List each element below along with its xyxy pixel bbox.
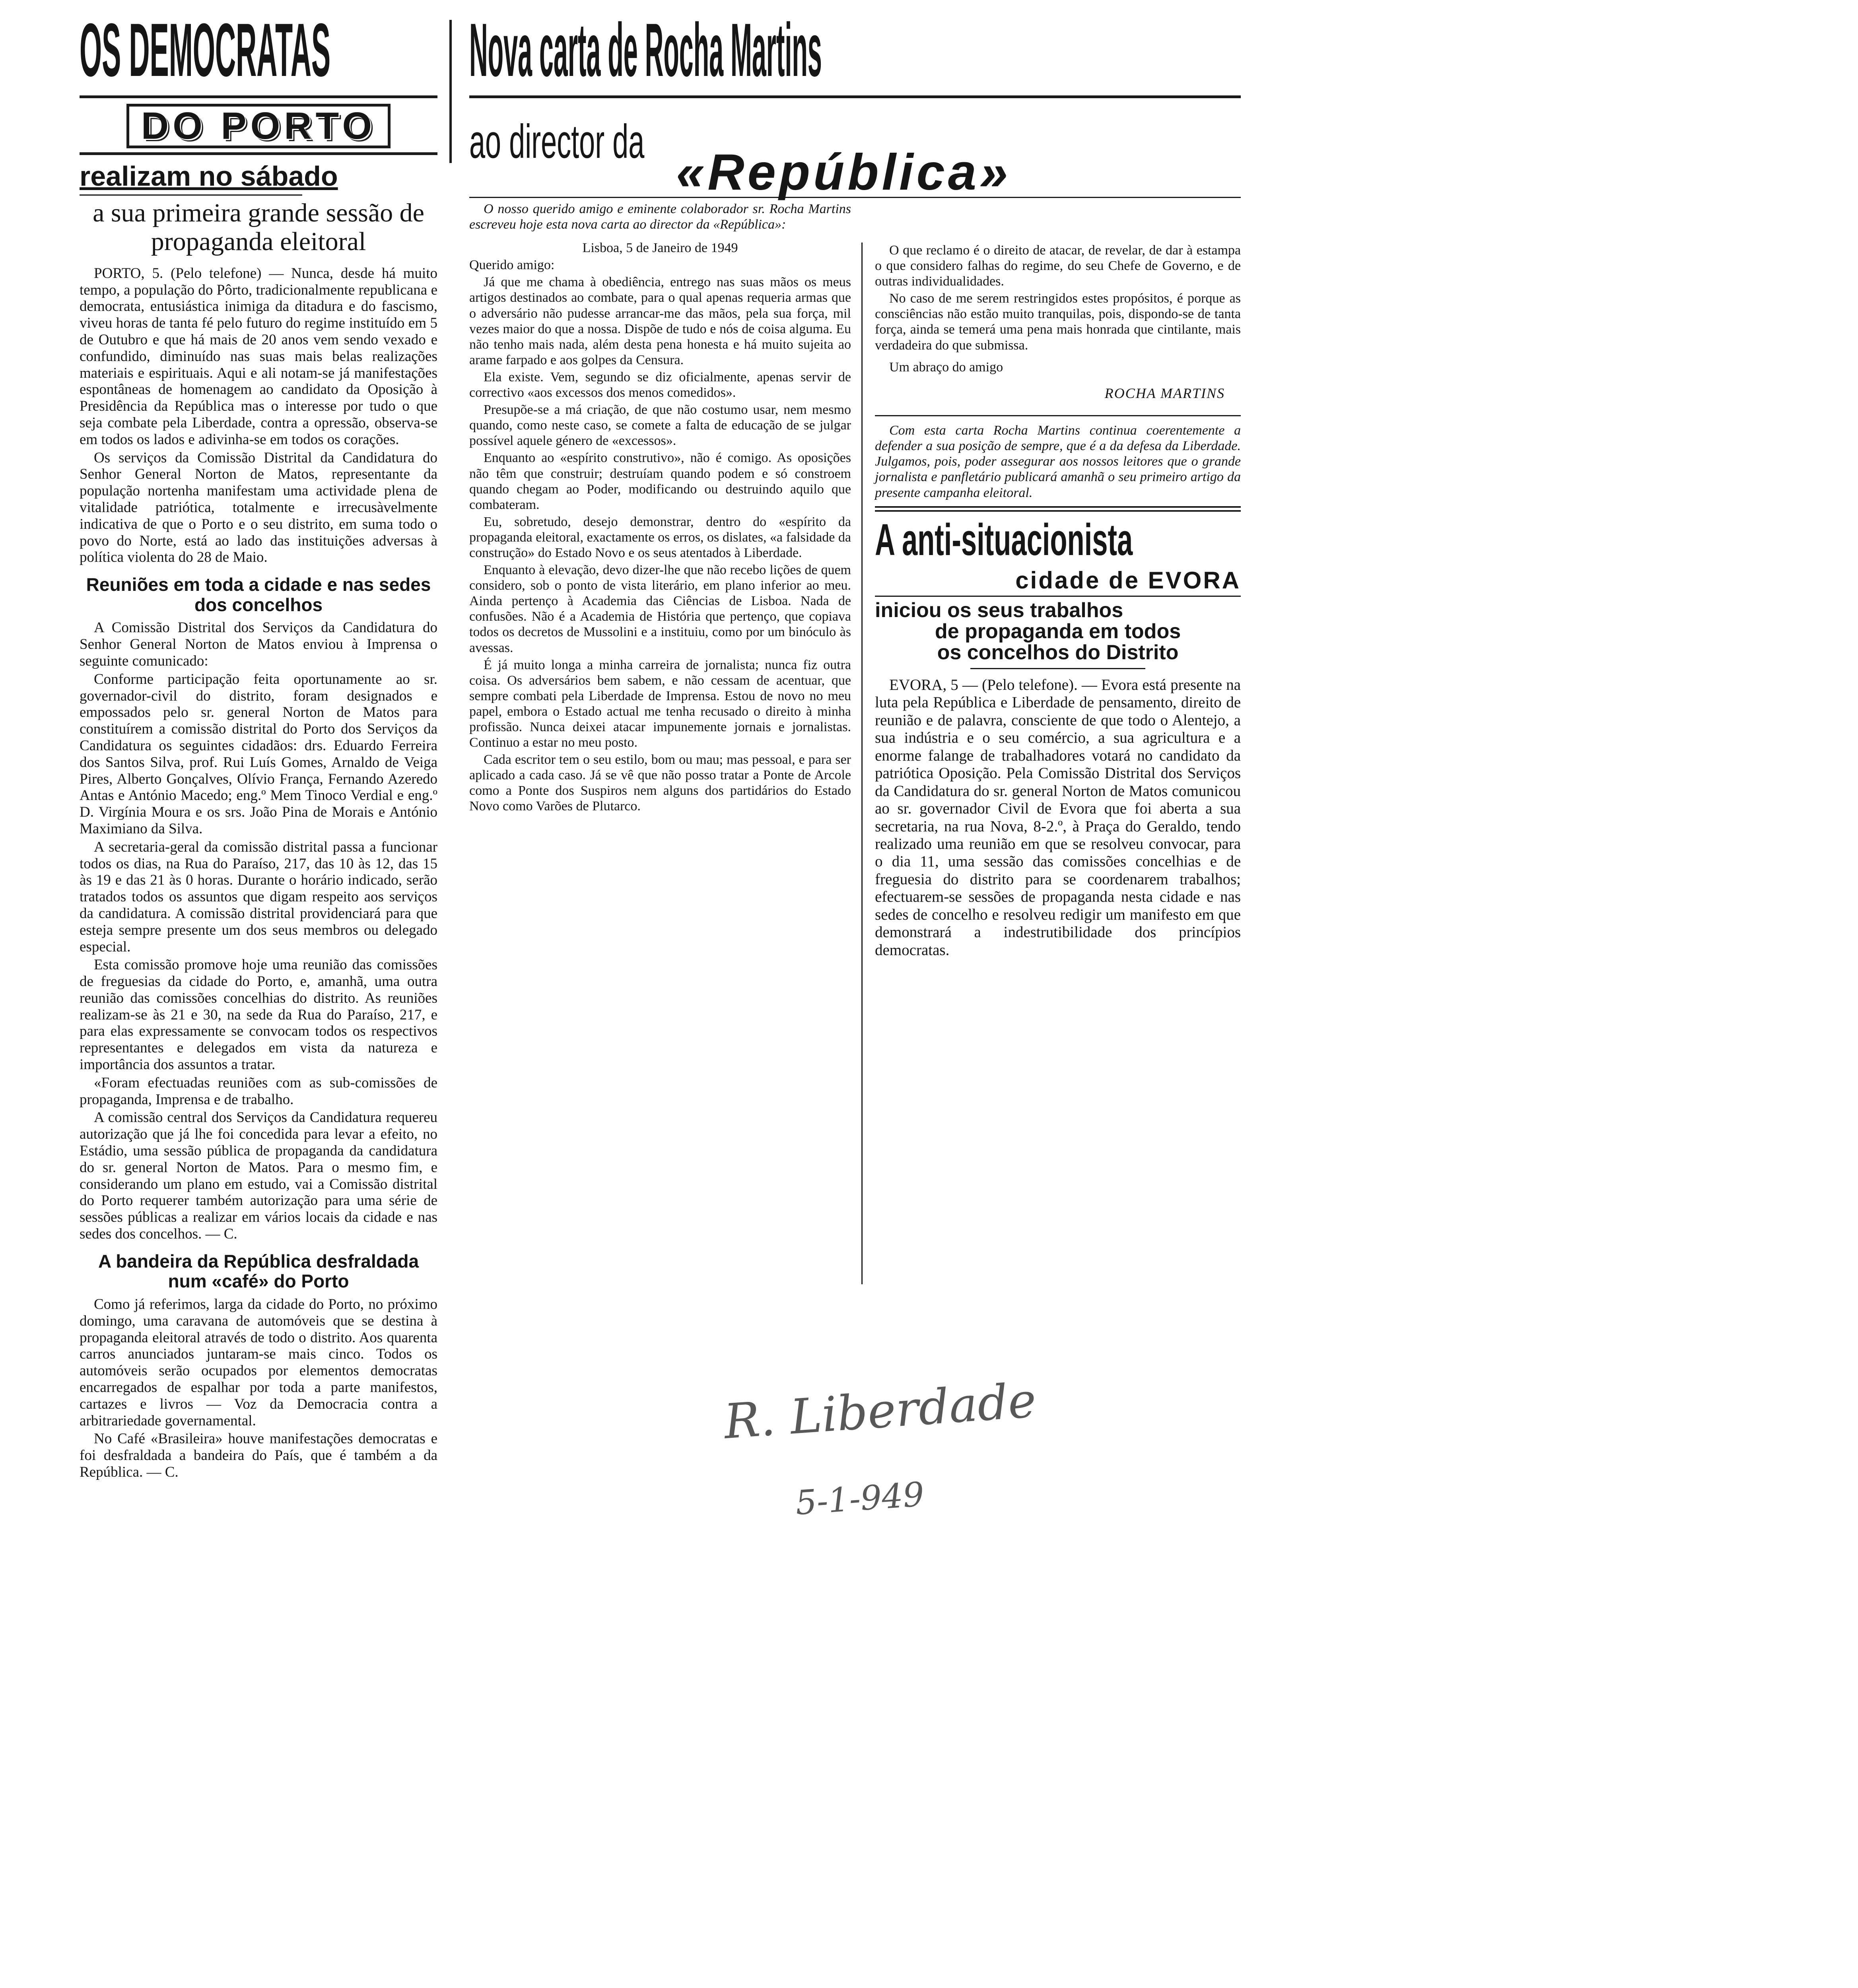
letter-paragraph: Enquanto à elevação, devo dizer-lhe que não recebo lições de quem considero, sob o ponto de vista literário, em plano inferior ao meu. Ainda pertenço à Academia das Ciências de Lisboa. Nada de confusões. Não é a Academia de História que pertenço, que copiava todos os decretos de Mussolini e a instituiu, como por um binóculo às avessas. — [469, 563, 851, 655]
section-rule — [875, 506, 1241, 512]
article-paragraph: A comissão central dos Serviços da Candidatura requereu autorização que já lhe foi concedida para levar a efeito, no Estádio, uma sessão pública de propaganda da candidatura do sr. general Norton de Matos. Para o mesmo fim, e considerando um plano em estudo, vai a Comissão distrital do Porto requerer também autorização para uma série de sessões públicas a realizar em vários locais da cidade e nas sedes dos concelhos. — C. — [80, 1109, 437, 1242]
handwritten-date-note: 5-1-949 — [794, 1474, 926, 1523]
letter-paragraph: Cada escritor tem o seu estilo, bom ou mau; mas pessoal, e para ser aplicado a cada caso. Já se vê que não posso tratar a Ponte de Arcole como a Ponte dos Suspiros nem alguns dos partidários do Estado Novo como Varões de Plutarco. — [469, 752, 851, 814]
handwritten-source-note: R. Liberdade — [722, 1373, 1038, 1450]
letter-paragraph: É já muito longa a minha carreira de jornalista; nunca fiz outra coisa. Os adversários bem sabem, e não cessam de acentuar, que sempre combati pela Liberdade de Imprensa. Estou de novo no meu papel, embora o Estado actual me tenha recusado o direito à minha profissão. Nunca deixei atacar impunemente jornais e jornalistas. Continuo a estar no meu posto. — [469, 657, 851, 750]
right-column — [875, 243, 1241, 961]
article-paragraph: Conforme participação feita oportunamente ao sr. governador-civil do distrito, foram designados e empossados pelo sr. general Norton de Matos para constituírem a comissão distrital do Porto dos Serviços da Candidatura os seguintes cidadãos: drs. Eduardo Ferreira dos Santos Silva, prof. Rui Luís Gomes, Arnaldo de Veiga Pires, Alberto Gonçalves, Olívio França, Fernando Azeredo Antas e António Macedo; eng.º Mem Tinoco Verdial e eng.º D. Virgínia Moura e os srs. João Pina de Morais e António Maximiano da Silva. — [80, 671, 437, 837]
letter-signature: ROCHA MARTINS — [1104, 385, 1225, 401]
letter-dateline: Lisboa, 5 de Janeiro de 1949 — [582, 241, 738, 256]
subhead-bandeira: A bandeira da República desfraldada num «café» do Porto — [98, 1250, 419, 1292]
sub-prefix: ao director da — [469, 115, 645, 168]
column-divider — [449, 20, 452, 163]
republica-nameplate: «República» — [676, 144, 1011, 201]
letter-paragraph: Presupõe-se a má criação, de que não costumo usar, nem mesmo quando, como neste caso, se comete a falta de educação de se julgar possível aquele género de «excessos». — [469, 402, 851, 448]
evora-deck-1: iniciou os seus trabalhos — [875, 598, 1123, 622]
democratas-headline: OS DEMOCRATAS — [80, 8, 331, 92]
headline-rule — [469, 95, 1241, 98]
letter-paragraph: Já que me chama à obediência, entrego nas suas mãos os meus artigos destinados ao combate, para o qual apenas requeria armas que o adversário não pudesse arrancar-me das mãos, pela sua força, mil vezes maior do que a nossa. Dispõe de tudo e nós de coisa alguma. Eu não tenho mais nada, além desta pena honesta e há muito sujeita ao arame farpado e aos golpes da Censura. — [469, 275, 851, 367]
letter-salutation: Querido amigo: — [469, 258, 555, 273]
left-column — [80, 8, 437, 1482]
letter-paragraph: O que reclamo é o direito de atacar, de revelar, de dar à estampa o que considero falhas do regime, do seu Chefe de Governo, e de outras individualidades. — [875, 243, 1241, 289]
evora-article — [875, 676, 1241, 959]
evora-headline-rule — [875, 596, 1241, 597]
column-divider — [861, 243, 863, 1284]
sub-headline — [469, 114, 1011, 201]
evora-headline-line2: cidade de EVORA — [1015, 567, 1241, 594]
evora-deck-2: de propaganda em todos — [935, 619, 1181, 643]
evora-deck-3: os concelhos do Distrito — [937, 641, 1179, 664]
do-porto-badge: DO PORTO — [126, 104, 391, 148]
editor-note: Com esta carta Rocha Martins continua coerentemente a defender a sua posição de sempre, que é a da defesa da Liberdade. Julgamos, pois, poder assegurar aos nossos leitores que o grande jornalista e panfletário publicará amanhã o seu primeiro artigo da presente campanha eleitoral. — [875, 423, 1241, 500]
headline-rule — [80, 95, 437, 98]
letter-paragraph: Ela existe. Vem, segundo se diz oficialmente, apenas servir de correctivo «aos excessos dos menos comedidos». — [469, 369, 851, 400]
rocha-letter — [469, 201, 851, 814]
kicker-rule — [80, 194, 302, 196]
letter-paragraph: Enquanto ao «espírito construtivo», não é comigo. As oposições não têm que construir; destruíam quando podem e só constroem quando chegam ao Poder, modificando ou destruindo aquilo que combateram. — [469, 450, 851, 512]
article-paragraph: «Foram efectuadas reuniões com as sub-comissões de propaganda, Imprensa e de trabalho. — [80, 1074, 437, 1108]
article-paragraph: A Comissão Distrital dos Serviços da Candidatura do Senhor General Norton de Matos enviou à Imprensa o seguinte comunicado: — [80, 619, 437, 669]
article-paragraph: Os serviços da Comissão Distrital da Candidatura do Senhor General Norton de Matos, representante da população nortenha manifestam uma actividade plena de vitalidade patriótica, totalmente e irrecusàvelmente indicativa de que o Porto e o seu distrito, em suma todo o povo do Norte, está ao lado das instituições adversas à política violenta do 28 de Maio. — [80, 449, 437, 566]
badge-rule — [80, 152, 437, 155]
porto-deck: a sua primeira grande sessão de propaganda eleitoral — [93, 198, 424, 256]
article-paragraph: PORTO, 5. (Pelo telefone) — Nunca, desde há muito tempo, a população do Pôrto, tradicionalmente republicana e democrata, entusiástica inimiga da ditadura e do fascismo, viveu horas de tanta fé pelo futuro do regime instituído em 5 de Outubro e que há mais de 20 anos vem sendo vexado e confundido, diminuído nas suas mais belas realizações materiais e espirituais. Aqui e ali notam-se já manifestações espontâneas de homenagem ao candidato da Oposição à Presidência da República mas o interesse por tudo o que seja combate pela Liberdade, contra a opressão, observa-se em todos os lados e adivinha-se em todos os corações. — [80, 265, 437, 448]
evora-headline: A anti-situacionista — [875, 514, 1133, 565]
article-paragraph: EVORA, 5 — (Pelo telefone). — Evora está presente na luta pela República e Liberdade de pensamento, direito de reunião e de palavra, consciente de que todo o Alentejo, a sua indústria e o seu comércio, a sua agricultura e a enorme falange de trabalhadores votará no candidato da patriótica Oposição. Pela Comissão Distrital dos Serviços da Candidatura do sr. general Norton de Matos comunicou ao sr. governador Civil de Evora que foi aberta a sua secretaria, na rua Nova, 8-2.º, à Praça do Geraldo, tendo realizado uma reunião em que se resolveu convocar, para o dia 11, uma sessão das comissões concelhias e de freguesia do distrito para se coordenarem trabalhos; efectuarem-se sessões de propaganda nesta cidade e nas sedes de concelho e resolveu redigir um manifesto em que demonstrará a indestrutibilidade dos princípios democratas. — [875, 676, 1241, 959]
do-porto-badge-row — [80, 104, 437, 148]
porto-article — [80, 265, 437, 1481]
note-rule — [875, 415, 1241, 416]
article-paragraph: A secretaria-geral da comissão distrital passa a funcionar todos os dias, na Rua do Paraíso, 217, das 10 às 12, das 15 às 19 e das 21 às 0 horas. Durante o horário indicado, serão tratados todos os assuntos que digam respeito aos serviços da candidatura. A comissão distrital providenciará para que esteja sempre presente um dos seus membros ou delegado especial. — [80, 839, 437, 955]
evora-deck-rule — [970, 668, 1145, 669]
subhead-reunioes: Reuniões em toda a cidade e nas sedes dos concelhos — [86, 574, 431, 615]
letter-paragraph: No caso de me serem restringidos estes propósitos, é porque as consciências não estão muito tranquilas, pois, dispondo-se de tanta força, ainda se temerá uma pena mais honrada que cintilante, mais verdadeira do que submissa. — [875, 291, 1241, 353]
article-paragraph: Como já referimos, larga da cidade do Porto, no próximo domingo, uma caravana de automóveis que se destina à propaganda eleitoral através de todo o distrito. Aos quarenta carros anunciados juntaram-se mais cinco. Todos os automóveis serão ocupados por elementos democratas encarregados de espalhar por toda a parte manifestos, cartazes e livros — Voz da Democracia contra a arbitrariedade governamental. — [80, 1296, 437, 1429]
kicker: realizam no sábado — [80, 160, 338, 192]
rocha-letter-continued — [875, 243, 1241, 501]
rocha-martins-headline: Nova carta de Rocha Martins — [469, 8, 822, 92]
article-paragraph: Esta comissão promove hoje uma reunião das comissões de freguesias da cidade do Porto, e, amanhã, uma outra reunião das comissões concelhias do distrito. As reuniões realizam-se às 21 e 30, na sede da Rua do Paraíso, 217, e para elas expressamente se convocam todos os respectivos representantes e delegados em vista da natureza e importância dos assuntos a tratar. — [80, 957, 437, 1073]
letter-paragraph: Eu, sobretudo, desejo demonstrar, dentro do «espírito da propaganda eleitoral, exactamente os erros, os dislates, «a falsidade da construção» do Estado Novo e os seus atentados à Liberdade. — [469, 514, 851, 560]
newspaper-clipping — [80, 8, 1241, 1881]
letter-intro: O nosso querido amigo e eminente colaborador sr. Rocha Martins escreveu hoje esta nova carta ao director da «República»: — [469, 202, 851, 232]
article-paragraph: No Café «Brasileira» houve manifestações democratas e foi desfraldada a bandeira do País, que é também a da República. — C. — [80, 1431, 437, 1480]
letter-closing: Um abraço do amigo — [889, 359, 1003, 375]
